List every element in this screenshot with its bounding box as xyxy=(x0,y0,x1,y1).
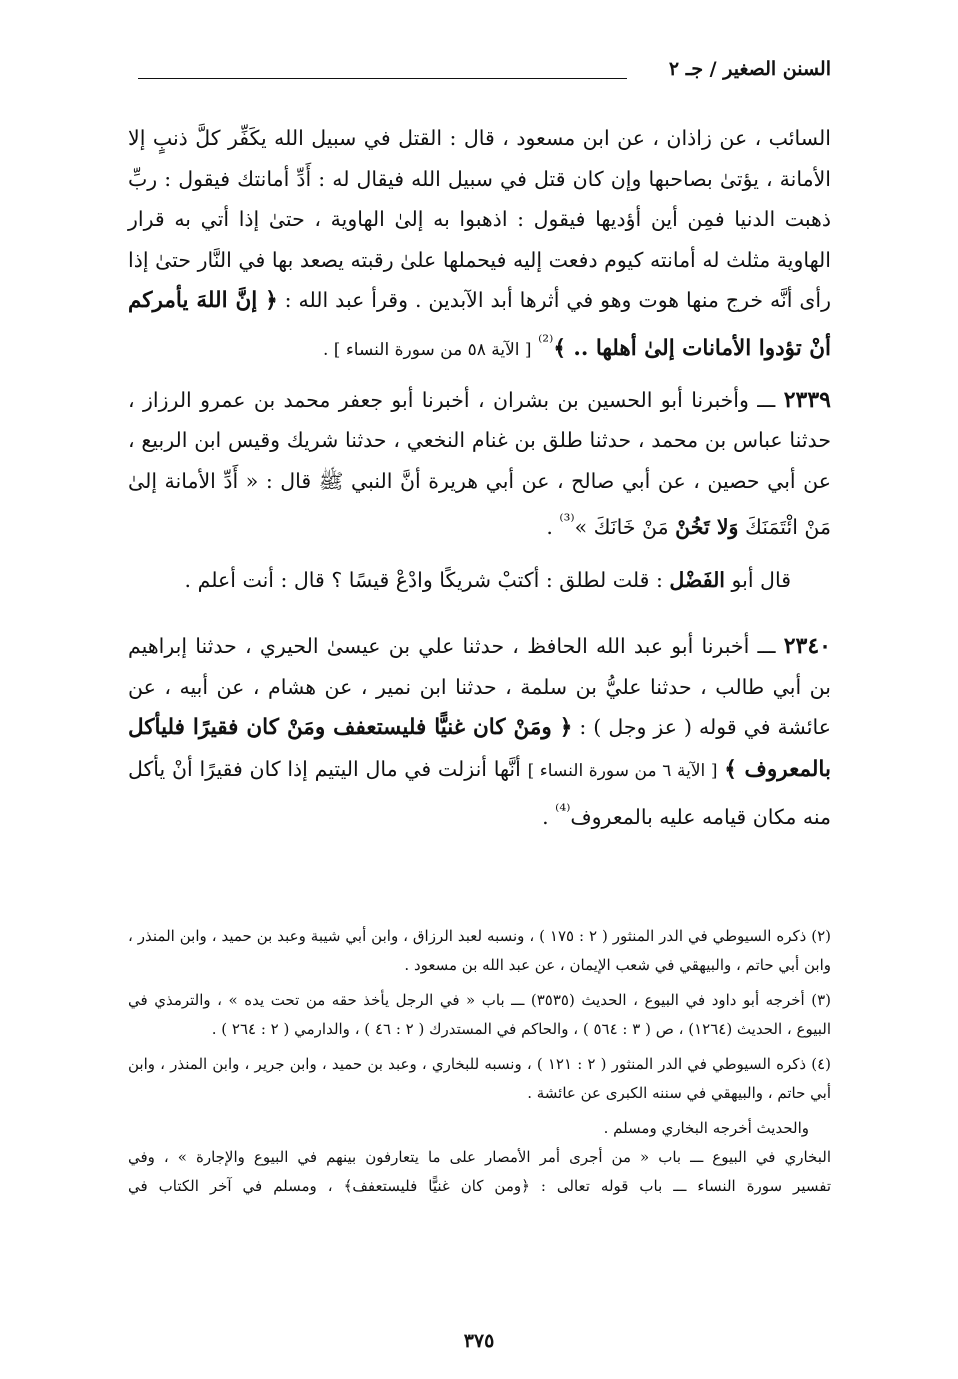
footnote-4: (٤) ذكره السيوطي في الدر المنثور ( ٢ : ١٢١ ) ، ونسبه للبخاري ، وعبد بن حميد ، وابن جرير ، وابن المنذر ، وابن أبي حاتم ، والبيهقي في سننه الكبرى عن عائشة . xyxy=(128,1055,831,1102)
footnote-3: (٣) أخرجه أبو داود في البيوع ، الحديث (٣٥٣٥) ـــ باب « في الرجل يأخذ حقه من تحت يده » ، والترمذي في البيوع ، الحديث (١٢٦٤) ، ص ( ٣ : ٥٦٤ ) ، والحاكم في المستدرك ( ٢ : ٤٦ ) ، والدارمي ( ٢ : ٢٦٤ ) . xyxy=(128,991,831,1038)
footnote-ref-3: ⁽³⁾ xyxy=(559,511,575,532)
hadith-end-mark: . xyxy=(546,515,553,540)
footnote-4-line-b: البخاري في البيوع ـــ باب « من أجرى أمر الأمصار على ما يتعارفون بينهم في البيوع والإجارة » ، وفي xyxy=(128,1148,831,1166)
commentary-bold-name: الفَضْل xyxy=(669,567,726,592)
hadith-number: ٢٣٣٩ xyxy=(783,386,831,413)
running-header xyxy=(138,56,831,90)
hadith-number: ٢٣٤٠ xyxy=(783,633,831,660)
footnotes xyxy=(128,922,831,1201)
hadith-2339 xyxy=(128,380,831,548)
footnote-ref-2: ⁽²⁾ xyxy=(538,331,554,352)
hadith-text: ـــ وأخبرنا أبو الحسين بن بشران ، أخبرنا أبو جعفر محمد بن عمرو الرزاز ، حدثنا عباس بن محمد ، حدثنا طلق بن غنام النخعي ، حدثنا شريك وقيس ابن الربيع ، عن أبي حصين ، عن أبي صالح ، عن أبي هريرة أنَّ النبي ﷺ قال : « أَدِّ الأمانة إلىٰ مَنْ ائْتَمَنَكَ xyxy=(128,387,831,540)
hadith-text: ـــ أخبرنا أبو عبد الله الحافظ ، حدثنا علي بن عيسىٰ الحيري ، حدثنا إبراهيم بن أبي طالب ، حدثنا عليُّ بن سلمة ، حدثنا ابن نمير ، عن هشام ، عن أبيه ، عن عائشة في قوله ( عز وجل ) : xyxy=(128,634,831,740)
hadith-end-mark: . xyxy=(542,804,549,829)
paragraph-continuation xyxy=(128,118,831,370)
quran-verse: ﴿ ومَنْ كان غنيًّا فليستعفف ومَنْ كان فقيرًا فليأكل بالمعروف ﴾ xyxy=(128,715,831,782)
ayah-reference: [ الآية ٦ من سورة النساء ] xyxy=(527,760,718,781)
hadith-text-2: أنَّها أنزلت في مال اليتيم إذا كان فقيرًا أنْ يأكل منه مكان قيامه عليه بالمعروف xyxy=(128,756,831,829)
paragraph-text: السائب ، عن زاذان ، عن ابن مسعود ، قال : القتل في سبيل الله يكَفِّر كلَّ ذنبٍ إلا الأمانة ، يؤتىٰ بصاحبها وإن كان قتل في سبيل الله فيقال له : أَدِّ أمانتك فيقول : ربِّ ذهبت الدنيا فمِن أين أؤديها فيقول : اذهبوا به إلىٰ الهاوية ، حتىٰ إذا أتي به قرار الهاوية مثلث له أمانته كيوم دفعت إليه فيحملها علىٰ رقبته يصعد بها في النَّار حتىٰ إذا رأى أنَّه خرج منها هوت وهو في أثرها أبد الآبدين . وقرأ عبد الله : xyxy=(128,126,831,312)
main-text xyxy=(128,118,831,837)
hadith-bold-phrase: وَلا تَخُنْ xyxy=(675,515,739,540)
header-rule xyxy=(138,78,627,79)
commentary-paragraph xyxy=(128,560,831,601)
commentary-text: قال أبو xyxy=(731,567,791,592)
footnote-4-line-a: والحديث أخرجه البخاري ومسلم . xyxy=(603,1119,809,1137)
footnote-2: (٢) ذكره السيوطي في الدر المنثور ( ٢ : ١٧٥ ) ، ونسبه لعبد الرزاق ، وابن أبي شيبة وعبد بن حميد ، وابن المنذر ، وابن أبي حاتم ، والبيهقي في شعب الإيمان ، عن عبد الله بن مسعود . xyxy=(128,927,831,974)
hadith-2340 xyxy=(128,626,831,837)
footnote-4-line-c: تفسير سورة النساء ـــ باب قوله تعالى : ﴿ومن كان غنيًّا فليستعفف﴾ ، ومسلم في آخر الكتاب في xyxy=(128,1177,831,1195)
page-number: ٣٧٥ xyxy=(463,1330,495,1352)
footnote-ref-4: ⁽⁴⁾ xyxy=(555,801,571,822)
ayah-reference: [ الآية ٥٨ من سورة النساء ] . xyxy=(322,339,532,360)
header-title: السنن الصغير / جـ ٢ xyxy=(668,58,831,80)
commentary-text-2: : قلت لطلق : أكتبْ شريكًا وادْعْ قيسًا ؟ قال : أنت أعلم . xyxy=(184,567,663,592)
quran-verse: ﴿ إنَّ اللهَ يأمركم أنْ تؤدوا الأمانات إلىٰ أهلها .. ﴾ xyxy=(128,288,831,361)
hadith-text-end: مَنْ خَانَكَ » xyxy=(574,515,669,540)
